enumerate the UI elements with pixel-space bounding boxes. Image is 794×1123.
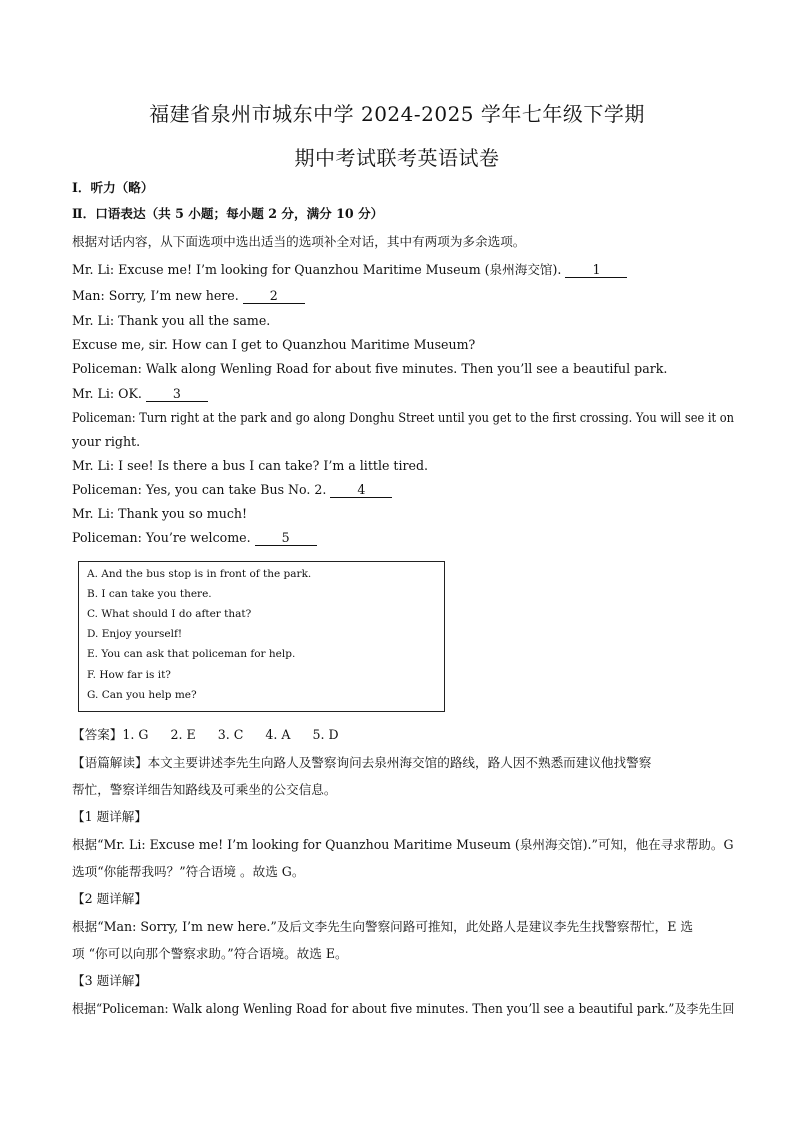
option-g: G. Can you help me? bbox=[87, 689, 197, 701]
dialogue-text: Mr. Li: Excuse me! I’m looking for Quanzhou Maritime Museum (泉州海交馆). bbox=[72, 262, 566, 277]
detail-line: 选项“你能帮我吗？”符合语境 。故选 G。 bbox=[72, 864, 305, 879]
section1-heading: Ⅰ．听力（略） bbox=[72, 180, 154, 195]
dialogue-text: Policeman: You’re welcome. bbox=[72, 530, 255, 545]
page-title: 福建省泉州市城东中学 2024-2025 学年七年级下学期 bbox=[149, 102, 645, 126]
answer-item: 4. A bbox=[265, 727, 291, 742]
dialogue-text: Policeman: Yes, you can take Bus No. 2. bbox=[72, 482, 331, 497]
dialogue-line bbox=[72, 530, 317, 546]
answer-blank: 4 bbox=[330, 483, 392, 498]
answer-blank: 3 bbox=[146, 387, 208, 402]
option-d: D. Enjoy yourself! bbox=[87, 628, 183, 640]
option-c: C. What should I do after that? bbox=[87, 608, 252, 620]
answer-item: 2. E bbox=[170, 727, 196, 742]
explanation-line bbox=[72, 755, 651, 771]
detail-heading: 【1 题详解】 bbox=[72, 809, 147, 824]
option-f: F. How far is it? bbox=[87, 669, 171, 681]
explanation-label: 【语篇解读】 bbox=[72, 755, 148, 770]
answer-label: 【答案】 bbox=[72, 727, 123, 742]
options-box bbox=[78, 561, 445, 712]
dialogue-line bbox=[72, 262, 627, 278]
section2-heading: Ⅱ．口语表达（共 5 小题；每小题 2 分，满分 10 分） bbox=[72, 206, 384, 221]
dialogue-line: Policeman: Walk along Wenling Road for about five minutes. Then you’ll see a beautiful park. bbox=[72, 361, 668, 376]
detail-line: 根据“Mr. Li: Excuse me! I’m looking for Quanzhou Maritime Museum (泉州海交馆).”可知，他在寻求帮助。G bbox=[72, 837, 734, 852]
dialogue-text: Mr. Li: OK. bbox=[72, 386, 146, 401]
dialogue-line bbox=[72, 288, 305, 304]
answer-item: 1. G bbox=[122, 727, 149, 742]
detail-line: 根据“Man: Sorry, I’m new here.”及后文李先生向警察问路可推知，此处路人是建议李先生找警察帮忙，E 选 bbox=[72, 919, 694, 934]
dialogue-line: your right. bbox=[72, 434, 141, 449]
detail-line: 根据“Policeman: Walk along Wenling Road for about five minutes. Then you’ll see a beautiful park.”及李先生回 bbox=[72, 1001, 735, 1016]
option-e: E. You can ask that policeman for help. bbox=[87, 648, 296, 660]
detail-heading: 【3 题详解】 bbox=[72, 973, 147, 988]
answer-blank: 2 bbox=[243, 289, 305, 304]
dialogue-line: Mr. Li: I see! Is there a bus I can take? I’m a little tired. bbox=[72, 458, 429, 473]
option-b: B. I can take you there. bbox=[87, 588, 212, 600]
dialogue-text: Man: Sorry, I’m new here. bbox=[72, 288, 243, 303]
explanation-text: 本文主要讲述李先生向路人及警察询问去泉州海交馆的路线，路人因不熟悉而建议他找警察 bbox=[147, 755, 652, 770]
dialogue-line: Excuse me, sir. How can I get to Quanzhou Maritime Museum? bbox=[72, 337, 476, 352]
detail-line: 项 “你可以向那个警察求助。”符合语境。故选 E。 bbox=[72, 946, 348, 961]
dialogue-line: Mr. Li: Thank you all the same. bbox=[72, 313, 271, 328]
answer-blank: 1 bbox=[565, 263, 627, 278]
dialogue-line: Policeman: Turn right at the park and go along Donghu Street until you get to the first crossing. You will see it on bbox=[72, 410, 735, 425]
explanation-line: 帮忙，警察详细告知路线及可乘坐的公交信息。 bbox=[72, 782, 337, 797]
detail-heading: 【2 题详解】 bbox=[72, 891, 147, 906]
section2-instruction: 根据对话内容，从下面选项中选出适当的选项补全对话，其中有两项为多余选项。 bbox=[72, 234, 526, 249]
answer-item: 5. D bbox=[312, 727, 339, 742]
dialogue-line bbox=[72, 482, 392, 498]
dialogue-line bbox=[72, 386, 208, 402]
page-subtitle: 期中考试联考英语试卷 bbox=[294, 146, 500, 170]
answer-item: 3. C bbox=[217, 727, 244, 742]
option-a: A. And the bus stop is in front of the park. bbox=[87, 568, 312, 580]
answer-blank: 5 bbox=[255, 531, 317, 546]
dialogue-line: Mr. Li: Thank you so much! bbox=[72, 506, 248, 521]
answer-line bbox=[72, 727, 339, 743]
